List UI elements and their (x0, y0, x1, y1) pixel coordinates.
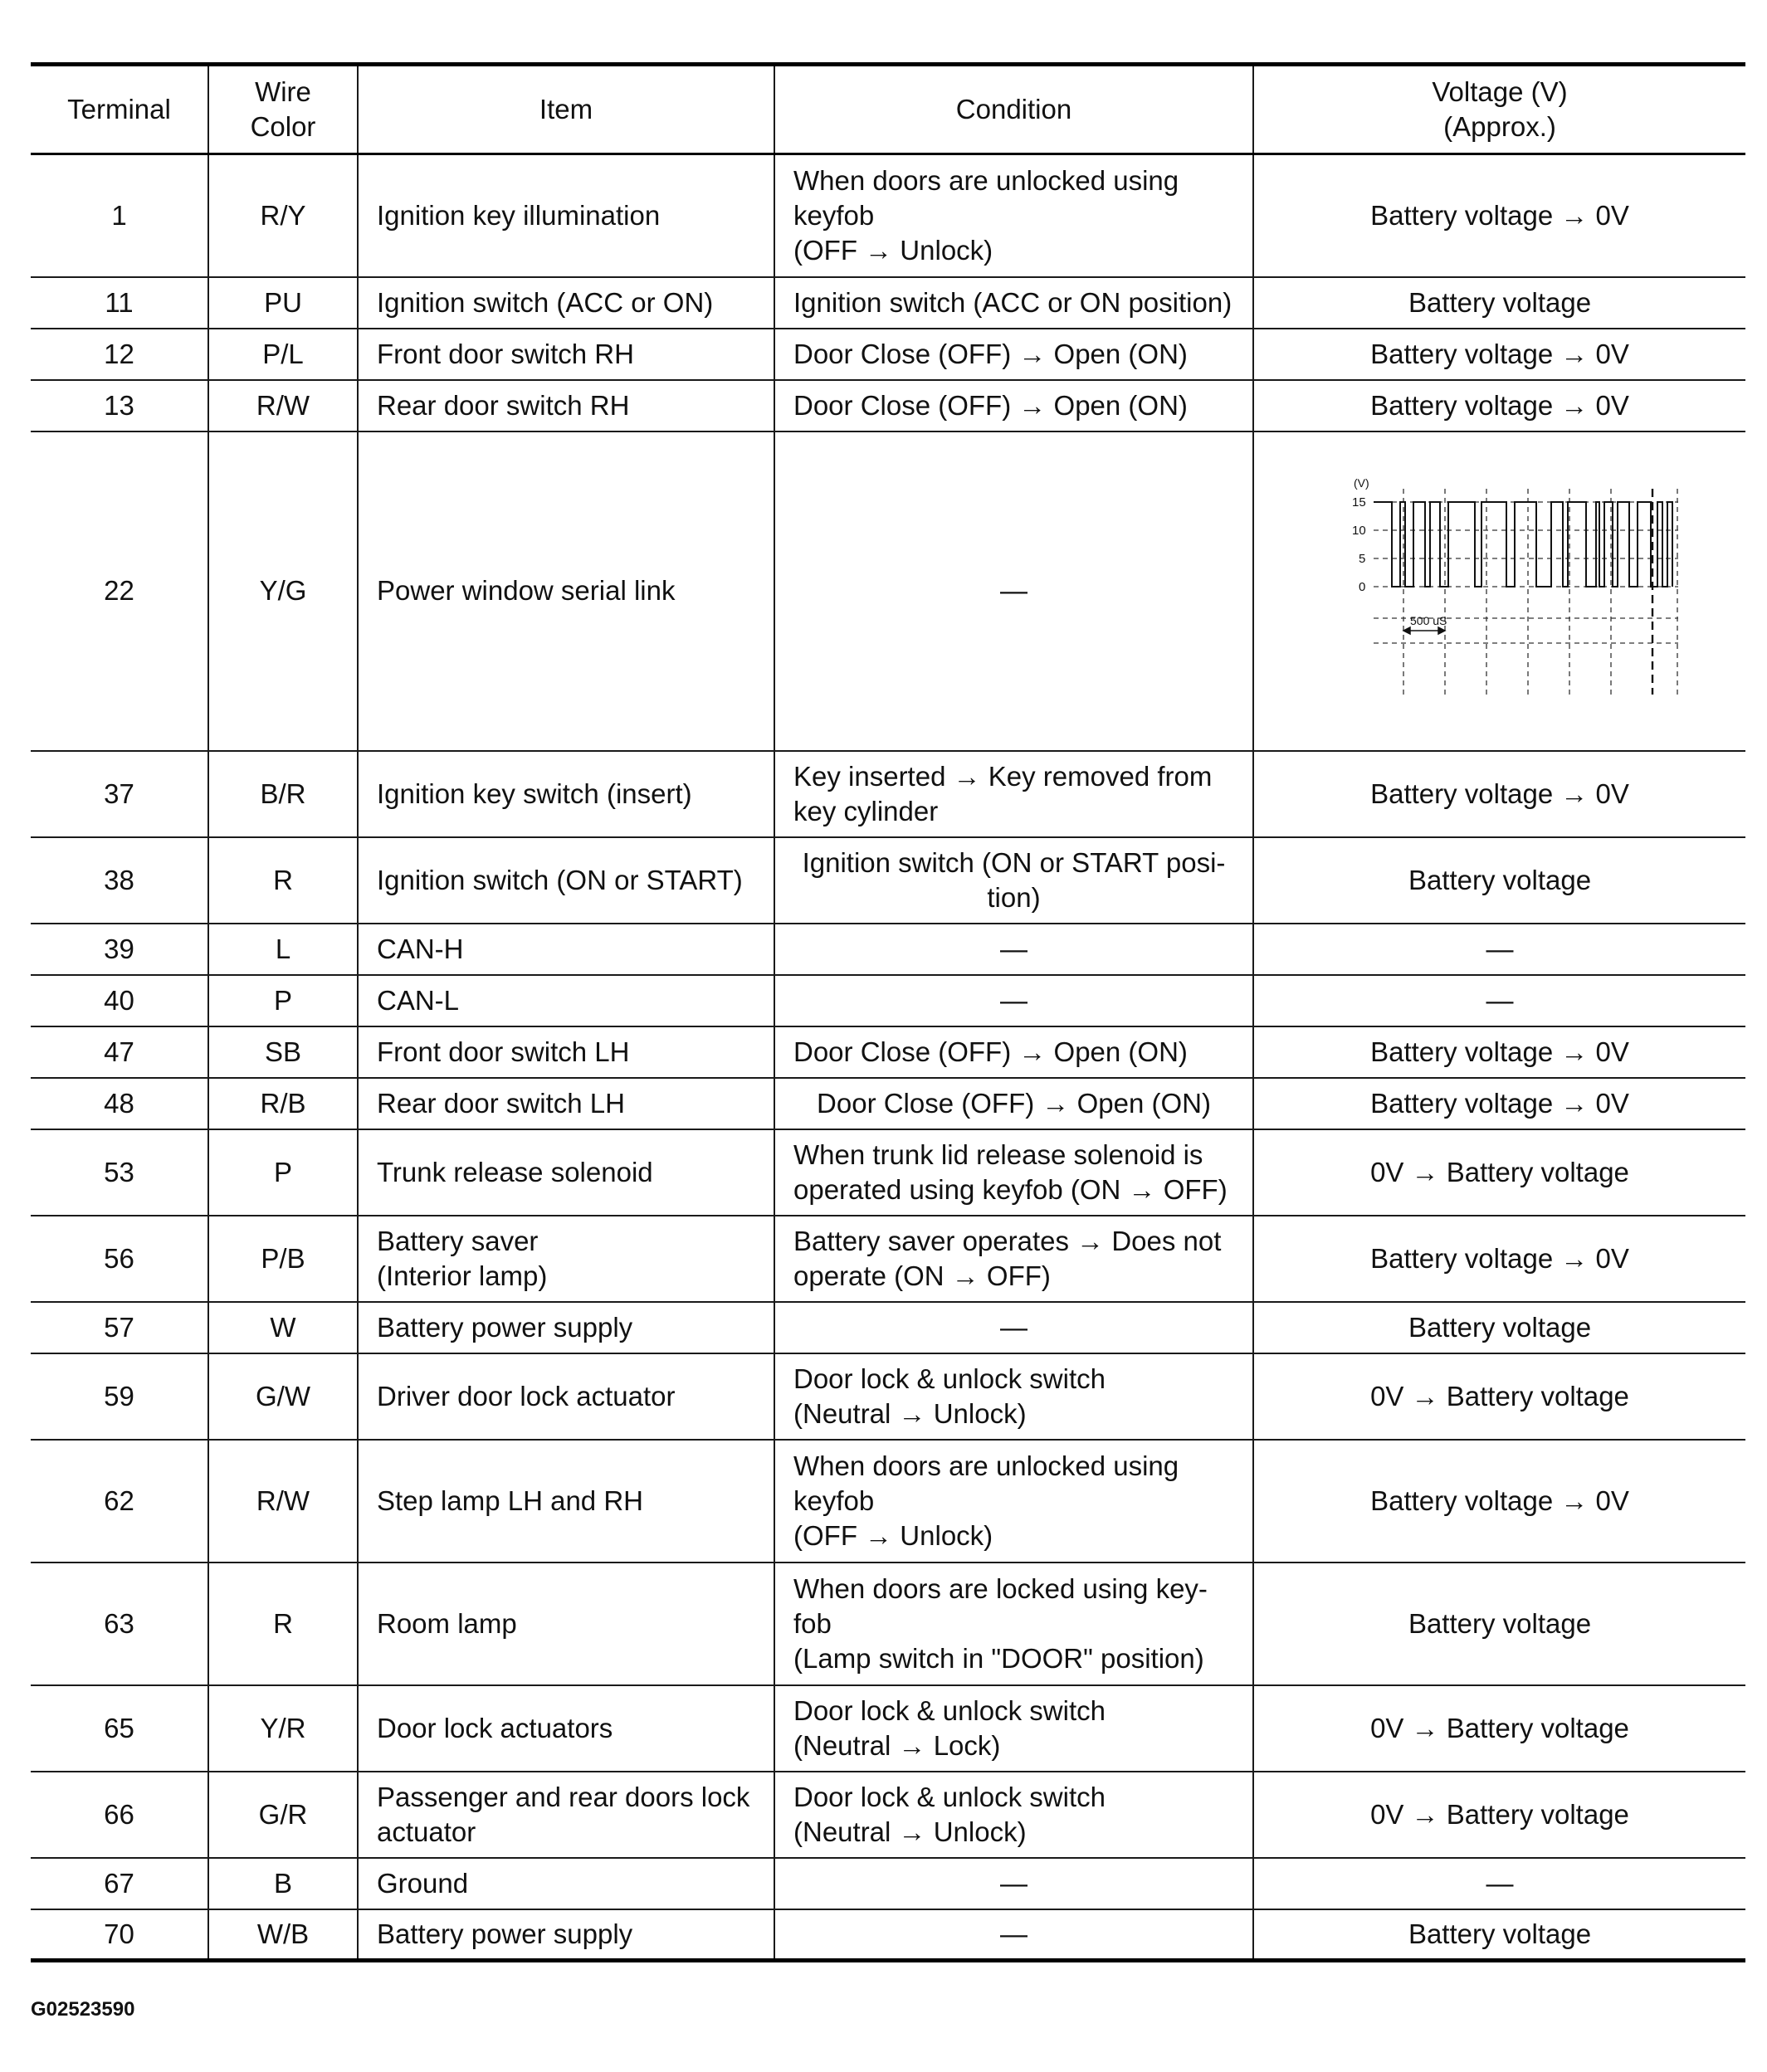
table-row (31, 751, 1745, 837)
cell-item: Front door switch LH (358, 1026, 774, 1078)
cell-terminal: 56 (31, 1216, 208, 1302)
waveform-time-span (1403, 627, 1445, 634)
cell-voltage: Battery voltage → 0V (1253, 380, 1745, 431)
cell-voltage: Battery voltage (1253, 277, 1745, 329)
figure-code: G02523590 (31, 1998, 135, 2021)
cell-terminal: 40 (31, 975, 208, 1026)
table-row (31, 1353, 1745, 1440)
cell-wire-color: W (208, 1302, 358, 1353)
cell-terminal: 37 (31, 751, 208, 837)
cell-wire-color: P/L (208, 329, 358, 380)
cell-terminal: 57 (31, 1302, 208, 1353)
cell-condition: Door lock & unlock switch (Neutral → Unlock) (774, 1353, 1253, 1440)
cell-wire-color: B/R (208, 751, 358, 837)
cell-wire-color: PU (208, 277, 358, 329)
cell-voltage: Battery voltage (1253, 1302, 1745, 1353)
cell-wire-color: SB (208, 1026, 358, 1078)
cell-wire-color: R/W (208, 380, 358, 431)
cell-voltage: — (1253, 975, 1745, 1026)
cell-wire-color: G/W (208, 1353, 358, 1440)
cell-condition: — (774, 1302, 1253, 1353)
header-voltage: Voltage (V) (Approx.) (1253, 65, 1745, 154)
cell-terminal: 70 (31, 1909, 208, 1961)
cell-item: Step lamp LH and RH (358, 1440, 774, 1563)
cell-condition: Battery saver operates → Does not operate (ON → OFF) (774, 1216, 1253, 1302)
cell-wire-color: P (208, 975, 358, 1026)
cell-item: Room lamp (358, 1563, 774, 1685)
table-row (31, 1563, 1745, 1685)
cell-voltage: Battery voltage (1253, 1909, 1745, 1961)
cell-item: CAN-H (358, 924, 774, 975)
table-row (31, 380, 1745, 431)
waveform-y-tick: 10 (1352, 524, 1366, 538)
header-terminal: Terminal (31, 65, 208, 154)
table-row (31, 431, 1745, 751)
table-row (31, 1858, 1745, 1909)
cell-condition: When doors are unlocked using keyfob (OFF → Unlock) (774, 1440, 1253, 1563)
cell-wire-color: L (208, 924, 358, 975)
table-row (31, 1685, 1745, 1772)
cell-wire-color: W/B (208, 1909, 358, 1961)
cell-wire-color: R/Y (208, 154, 358, 277)
cell-item: Passenger and rear doors lock actuator (358, 1772, 774, 1858)
cell-item: Battery power supply (358, 1909, 774, 1961)
cell-voltage: Battery voltage → 0V (1253, 1440, 1745, 1563)
cell-terminal: 53 (31, 1129, 208, 1216)
cell-terminal: 13 (31, 380, 208, 431)
cell-item: Door lock actuators (358, 1685, 774, 1772)
cell-wire-color: Y/G (208, 431, 358, 751)
table-row (31, 329, 1745, 380)
cell-voltage: Battery voltage (1253, 1563, 1745, 1685)
cell-terminal: 67 (31, 1858, 208, 1909)
header-item: Item (358, 65, 774, 154)
table-row (31, 975, 1745, 1026)
cell-condition: — (774, 1909, 1253, 1961)
cell-condition: Ignition switch (ON or START posi- tion) (774, 837, 1253, 924)
table-row (31, 1129, 1745, 1216)
cell-condition: Door Close (OFF) → Open (ON) (774, 380, 1253, 431)
cell-item: Power window serial link (358, 431, 774, 751)
cell-voltage-waveform (1253, 431, 1745, 751)
table-row (31, 1440, 1745, 1563)
cell-terminal: 11 (31, 277, 208, 329)
table-row (31, 1216, 1745, 1302)
table-row (31, 1909, 1745, 1961)
table-row (31, 837, 1745, 924)
cell-voltage: — (1253, 1858, 1745, 1909)
cell-voltage: Battery voltage → 0V (1253, 1216, 1745, 1302)
cell-condition: Door Close (OFF) → Open (ON) (774, 1026, 1253, 1078)
cell-terminal: 63 (31, 1563, 208, 1685)
cell-wire-color: R/W (208, 1440, 358, 1563)
cell-condition: Door lock & unlock switch (Neutral → Unlock) (774, 1772, 1253, 1858)
cell-condition: Door lock & unlock switch (Neutral → Lock) (774, 1685, 1253, 1772)
table-row (31, 1078, 1745, 1129)
waveform-y-tick: 15 (1352, 495, 1366, 509)
cell-terminal: 39 (31, 924, 208, 975)
cell-wire-color: Y/R (208, 1685, 358, 1772)
cell-voltage: 0V → Battery voltage (1253, 1772, 1745, 1858)
cell-terminal: 47 (31, 1026, 208, 1078)
cell-wire-color: P/B (208, 1216, 358, 1302)
serial-link-waveform (1317, 470, 1682, 711)
cell-item: Driver door lock actuator (358, 1353, 774, 1440)
cell-voltage: 0V → Battery voltage (1253, 1129, 1745, 1216)
cell-item: Trunk release solenoid (358, 1129, 774, 1216)
table-row (31, 1302, 1745, 1353)
cell-condition: Door Close (OFF) → Open (ON) (774, 1078, 1253, 1129)
cell-item: Ground (358, 1858, 774, 1909)
cell-item: CAN-L (358, 975, 774, 1026)
cell-voltage: Battery voltage (1253, 837, 1745, 924)
cell-wire-color: R (208, 837, 358, 924)
cell-voltage: 0V → Battery voltage (1253, 1353, 1745, 1440)
terminal-table-sheet (31, 62, 1745, 1962)
cell-terminal: 62 (31, 1440, 208, 1563)
cell-wire-color: B (208, 1858, 358, 1909)
cell-condition: When doors are unlocked using keyfob (OFF → Unlock) (774, 154, 1253, 277)
cell-item: Ignition switch (ON or START) (358, 837, 774, 924)
cell-voltage: 0V → Battery voltage (1253, 1685, 1745, 1772)
cell-voltage: Battery voltage → 0V (1253, 1078, 1745, 1129)
cell-wire-color: P (208, 1129, 358, 1216)
cell-wire-color: R/B (208, 1078, 358, 1129)
terminal-voltage-table (31, 62, 1745, 1962)
cell-condition: — (774, 431, 1253, 751)
cell-condition: When trunk lid release solenoid is operated using keyfob (ON → OFF) (774, 1129, 1253, 1216)
cell-item: Ignition key illumination (358, 154, 774, 277)
cell-terminal: 59 (31, 1353, 208, 1440)
cell-terminal: 1 (31, 154, 208, 277)
cell-item: Battery saver (Interior lamp) (358, 1216, 774, 1302)
cell-voltage: Battery voltage → 0V (1253, 329, 1745, 380)
waveform-time-label: 500 uS (1410, 614, 1447, 627)
cell-voltage: — (1253, 924, 1745, 975)
cell-condition: When doors are locked using key- fob (Lamp switch in "DOOR" position) (774, 1563, 1253, 1685)
cell-item: Rear door switch LH (358, 1078, 774, 1129)
cell-terminal: 22 (31, 431, 208, 751)
table-row (31, 277, 1745, 329)
cell-item: Ignition switch (ACC or ON) (358, 277, 774, 329)
waveform-signal (1374, 502, 1672, 587)
table-row (31, 924, 1745, 975)
cell-item: Ignition key switch (insert) (358, 751, 774, 837)
cell-item: Rear door switch RH (358, 380, 774, 431)
waveform-grid (1374, 489, 1678, 695)
cell-wire-color: R (208, 1563, 358, 1685)
waveform-y-tick: 0 (1359, 580, 1366, 594)
cell-wire-color: G/R (208, 1772, 358, 1858)
waveform-unit-label: (V) (1354, 476, 1369, 490)
cell-condition: Ignition switch (ACC or ON position) (774, 277, 1253, 329)
cell-terminal: 38 (31, 837, 208, 924)
cell-item: Front door switch RH (358, 329, 774, 380)
cell-terminal: 48 (31, 1078, 208, 1129)
cell-terminal: 12 (31, 329, 208, 380)
table-row (31, 1026, 1745, 1078)
cell-condition: — (774, 975, 1253, 1026)
cell-item: Battery power supply (358, 1302, 774, 1353)
waveform-y-tick: 5 (1359, 552, 1366, 566)
cell-voltage: Battery voltage → 0V (1253, 1026, 1745, 1078)
cell-terminal: 66 (31, 1772, 208, 1858)
table-row (31, 154, 1745, 277)
header-condition: Condition (774, 65, 1253, 154)
cell-voltage: Battery voltage → 0V (1253, 751, 1745, 837)
cell-terminal: 65 (31, 1685, 208, 1772)
cell-condition: — (774, 924, 1253, 975)
cell-condition: Key inserted → Key removed from key cylinder (774, 751, 1253, 837)
cell-condition: Door Close (OFF) → Open (ON) (774, 329, 1253, 380)
table-header-row (31, 65, 1745, 154)
cell-voltage: Battery voltage → 0V (1253, 154, 1745, 277)
table-row (31, 1772, 1745, 1858)
cell-condition: — (774, 1858, 1253, 1909)
header-wire-color: Wire Color (208, 65, 358, 154)
